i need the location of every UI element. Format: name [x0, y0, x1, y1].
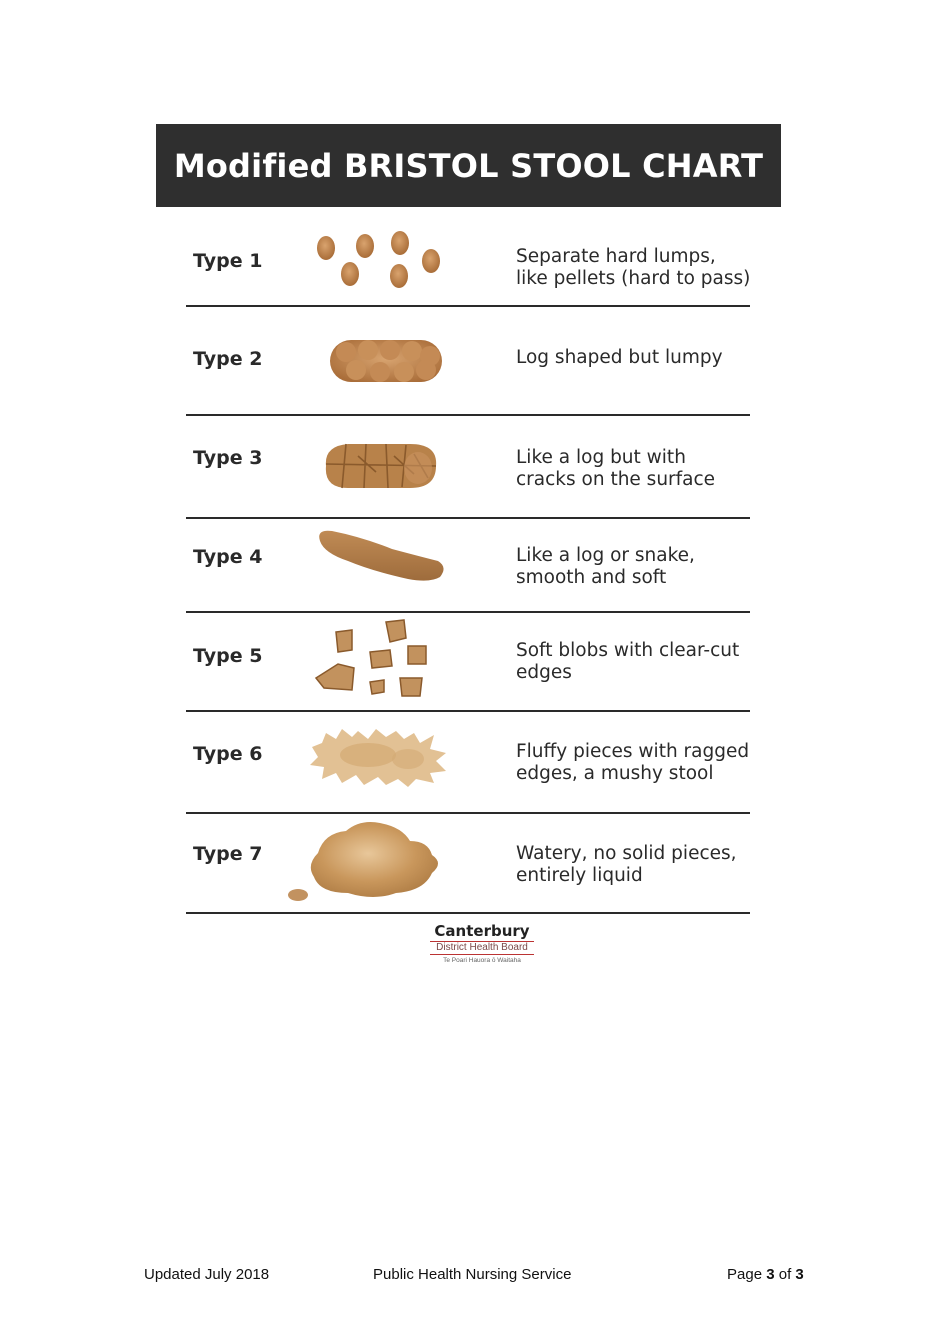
type-4-illustration: [312, 527, 452, 589]
row-divider: [186, 414, 750, 416]
stool-row-type-5: [186, 614, 750, 710]
type-description: Fluffy pieces with ragged edges, a mushy stool: [516, 741, 750, 784]
type-7-illustration: [284, 819, 454, 911]
type-label: Type 6: [193, 743, 263, 765]
type-description: Watery, no solid pieces, entirely liquid: [516, 843, 737, 886]
stool-row-type-4: [186, 521, 750, 611]
chart-title: Modified BRISTOL STOOL CHART: [156, 124, 781, 207]
type-3-illustration: [318, 438, 443, 494]
stool-row-type-1: [186, 215, 750, 305]
type-label: Type 5: [193, 645, 263, 667]
type-description: Separate hard lumps, like pellets (hard to pass): [516, 246, 751, 289]
type-description: Like a log or snake, smooth and soft: [516, 545, 695, 588]
type-6-illustration: [308, 725, 453, 791]
type-description: Like a log but with cracks on the surface: [516, 447, 716, 490]
footer-updated: Updated July 2018: [144, 1266, 270, 1283]
row-divider: [186, 912, 750, 914]
row-divider: [186, 710, 750, 712]
page-of: of: [778, 1266, 792, 1283]
type-label: Type 7: [193, 843, 263, 865]
type-label: Type 2: [193, 348, 263, 370]
row-divider: [186, 611, 750, 613]
stool-row-type-2: [186, 310, 750, 414]
type-label: Type 1: [193, 250, 263, 272]
stool-row-type-3: [186, 418, 750, 518]
page-total: 3: [795, 1266, 804, 1283]
logo-name: Canterbury: [434, 922, 530, 940]
type-description: Soft blobs with clear-cut edges: [516, 640, 740, 683]
stool-row-type-7: [186, 815, 750, 913]
row-divider: [186, 517, 750, 519]
row-divider: [186, 305, 750, 307]
type-2-illustration: [324, 332, 454, 392]
row-divider: [186, 812, 750, 814]
type-label: Type 3: [193, 447, 263, 469]
type-5-illustration: [310, 616, 450, 704]
logo-tagline: Te Poari Hauora ō Waitaha: [443, 957, 521, 964]
logo-subtitle: District Health Board: [430, 941, 534, 955]
canterbury-dhb-logo: [430, 922, 534, 964]
footer-service: Public Health Nursing Service: [373, 1266, 572, 1283]
type-label: Type 4: [193, 546, 263, 568]
type-description: Log shaped but lumpy: [516, 347, 723, 368]
footer-page-number: [727, 1266, 804, 1283]
page-prefix: Page: [727, 1266, 763, 1283]
stool-row-type-6: [186, 713, 750, 813]
type-1-illustration: [306, 225, 456, 295]
page-current: 3: [766, 1266, 775, 1283]
